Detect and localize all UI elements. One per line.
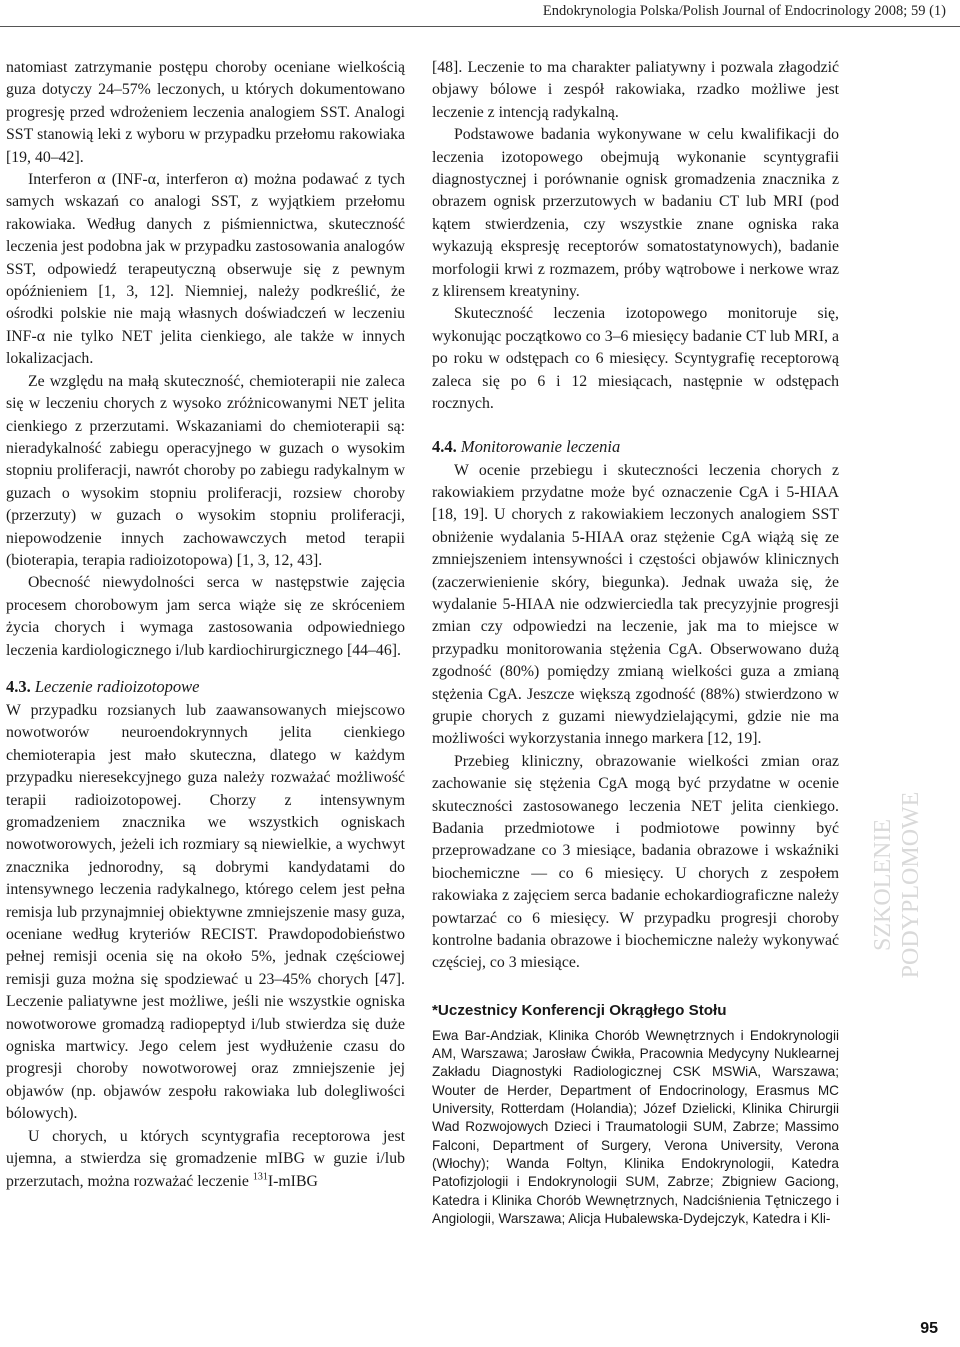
paragraph: [48]. Leczenie to ma charakter paliatywny i pozwala złagodzić objawy bólowe i zespół rakowiaka, rzadko możliwe jest leczenie z intencją radykalną. xyxy=(432,59,839,121)
side-label-line2: PODYPLOMOWE xyxy=(898,791,924,979)
section-side-label xyxy=(870,745,942,1025)
paragraph: Podstawowe badania wykonywane w celu kwalifikacji do leczenia izotopowego obejmują wykonanie scyntygrafii diagnostycznej i porównanie ognisk gromadzenia znacznika z obrazem ognisk przerzutowych w badaniu CT lub MRI (pod kątem stwierdzenia, czy wszystkie znane ogniska raka wykazują ekspresję receptorów somatostatynowych), badanie morfologii krwi z rozmazem, próby wątrobowe i nerkowe wraz z klirensem kreatyniny. xyxy=(432,126,839,301)
authors-list: Ewa Bar-Andziak, Klinika Chorób Wewnętrznych i Endokrynologii AM, Warszawa; Jarosław Ćwikła, Pracownia Medycyny Nuklearnej Zakładu Diagnostyki Radiologicznej CSK MSWiA, Warszawa; Wouter de Herder, Department of Endocrinology, Erasmus MC University, Rotterdam (Holandia); Józef Dzielicki, Klinika Chirurgii Wad Rozwojowych Dzieci i Traumatologii SUM, Zabrze; Massimo Falconi, Department of Surgery, Verona University, Verona (Włochy); Wanda Foltyn, Klinika Endokrynologii, Katedra Patofizjologii i Endokrynologii SUM, Zabrze; Zbigniew Gaciong, Katedra i Klinika Chorób Wewnętrznych, Nadciśnienia Tętniczego i Angiologii, Warszawa; Alicja Hubalewska-Dydejczyk, Katedra i Kli- xyxy=(432,1027,839,1226)
paragraph: W przypadku rozsianych lub zaawansowanych miejscowo nowotworów neuroendokrynnych jelita cienkiego chemioterapia jest mało skuteczna, dlatego w każdym przypadku nieresekcyjnego guza należy rozważać możliwość terapii radioizotopowej. Chorzy z intensywnym gromadzeniem znacznika we wszystkich ogniskach nowotworowych, jeżeli ich rozmiary są niewielkie, a wychwyt znacznika jednorodny, są dobrymi kandydatami do intensywnego leczenia radykalnego, którego celem jest pełna remisja lub przynajmniej obiektywne zmniejszenie masy guza, oceniane według kryteriów RECIST. Prawdopodobieństwo pełnej remisji ocenia się na około 5%, jednak częściowej remisji guza można się spodziewać u 23–45% chorych [47]. Leczenie paliatywne jest możliwe, jeśli nie wszystkie ogniska nowotworowe gromadzą radiopeptyd i/lub stwierdza się duże ogniska martwicy. Jego celem jest wydłużenie czasu do progresji choroby nowotworowej oraz zmniejszenie jej objawów (np. objawów zespołu rakowiaka lub dolegliwości bólowych). xyxy=(6,701,405,1123)
isotope-superscript: 131 xyxy=(252,1171,268,1183)
paragraph: Interferon α (INF-α, interferon α) można podawać z tych samych wskazań co analogi SST, z wyjątkiem przełomu rakowiaka. Według danych z piśmiennictwa, skuteczność leczenia jest podobna jak w przypadku zastosowania analogów SST, odpowiedź terapeutyczną obserwuje się z pewnym opóźnieniem [1, 3, 12]. Niemniej, należy podkreślić, że ośrodki polskie nie mają własnych doświadczeń w leczeniu INF-α nie tylko NET jelita cienkiego, ale także w innych lokalizacjach. xyxy=(6,171,405,368)
section-heading xyxy=(6,676,405,698)
left-column xyxy=(6,57,405,1193)
paragraph xyxy=(6,1126,405,1193)
section-title: Leczenie radioizotopowe xyxy=(34,676,200,696)
paragraph: Skuteczność leczenia izotopowego monitoruje się, wykonując początkowo co 3–6 miesięcy badanie CT lub MRI, a po roku w odstępach co 6 miesięcy. Scyntygrafię receptorową zaleca się po 6 i 12 miesiącach, następnie w odstępach rocznych. xyxy=(432,305,839,413)
section-heading xyxy=(432,436,839,458)
section-title: Monitorowanie leczenia xyxy=(460,436,621,456)
authors-heading: *Uczestnicy Konferencji Okrągłego Stołu xyxy=(432,1001,727,1019)
right-column xyxy=(432,57,839,1228)
paragraph: W ocenie przebiegu i skuteczności leczenia chorych z rakowiakiem przydatne może być oznaczenie CgA i 5-HIAA [18, 19]. U chorych z rakowiakiem leczonych analogiem SST obniżenie wydalania 5-HIAA oraz stężenie CgA wiążą się ze zmniejszeniem intensywności i częstości objawów klinicznych (zaczerwienienie skóry, biegunka). Jednak uważa się, że wydalanie 5-HIAA nie odzwierciedla tak precyzyjnie progresji zmian czy odpowiedzi na leczenie, jak ma to miejsce w przypadku monitorowania stężenia CgA. Obserwowano dużą zgodność (80%) pomiędzy zmianą wielkości guza a zmianą stężenia CgA. Jeszcze większą zgodność (88%) stwierdzono w grupie chorych z guzami niewydzielającymi, gdzie nie ma możliwości wykorzystania innego markera [12, 19]. xyxy=(432,461,839,748)
section-number: 4.3. xyxy=(6,676,31,696)
side-label-line1: SZKOLENIE xyxy=(870,819,896,951)
paragraph-text: U chorych, u których scyntygrafia receptorowa jest ujemna, a stwierdza się gromadzenie mIBG w guzie i/lub przerzutach, można rozważać leczenie xyxy=(6,1127,405,1190)
paragraph: Obecność niewydolności serca w następstwie zajęcia procesem chorobowym jam serca wiąże się ze skróceniem życia chorych i wymaga zastosowania odpowiedniego leczenia kardiologicznego i/lub kardiochirurgicznego [44–46]. xyxy=(6,574,405,659)
page-number: 95 xyxy=(920,1320,938,1337)
section-number: 4.4. xyxy=(432,436,457,456)
paragraph: natomiast zatrzymanie postępu choroby oceniane wielkością guza dotyczy 24–57% leczonych, u których dokumentowano progresję przed wdrożeniem leczenia analogiem SST. Analogi SST stanowią leki z wyboru w przypadku przełomu rakowiaka [19, 40–42]. xyxy=(6,59,405,166)
paragraph-text: I-mIBG xyxy=(267,1172,318,1190)
journal-title: Endokrynologia Polska/Polish Journal of Endocrinology 2008; 59 (1) xyxy=(542,3,946,19)
paragraph: Ze względu na małą skuteczność, chemioterapii nie zaleca się w leczeniu chorych z wysoko zróżnicowanymi NET jelita cienkiego z przerzutami. Wskazaniami do chemioterapii są: nieradykalność zabiegu operacyjnego w guzach o wysokim stopniu proliferacji, nawrót choroby po zabiegu radykalnym w guzach o wysokim stopniu proliferacji, rozsiew choroby (przerzuty) w guzach o wysokim stopniu proliferacji, niepowodzenie innych zachowawczych metod terapii (bioterapia, terapia radioizotopowa) [1, 3, 12, 43]. xyxy=(6,372,405,569)
page-header xyxy=(0,0,960,27)
paragraph: Przebieg kliniczny, obrazowanie wielkości zmian oraz zachowanie się stężenia CgA mogą być przydatne w ocenie skuteczności zastosowanego leczenia NET jelita cienkiego. Badania przedmiotowe i podmiotowe powinny być przeprowadzane co 3 miesiące, badania obrazowe i wskaźniki biochemiczne — co 6 miesięcy. U chorych z zespołem rakowiaka z zajęciem serca badanie echokardiograficzne należy powtarzać co 6 miesięcy. W przypadku progresji choroby kontrolne badania obrazowe i biochemiczne należy wykonywać częściej, co 3 miesiące. xyxy=(432,752,839,972)
